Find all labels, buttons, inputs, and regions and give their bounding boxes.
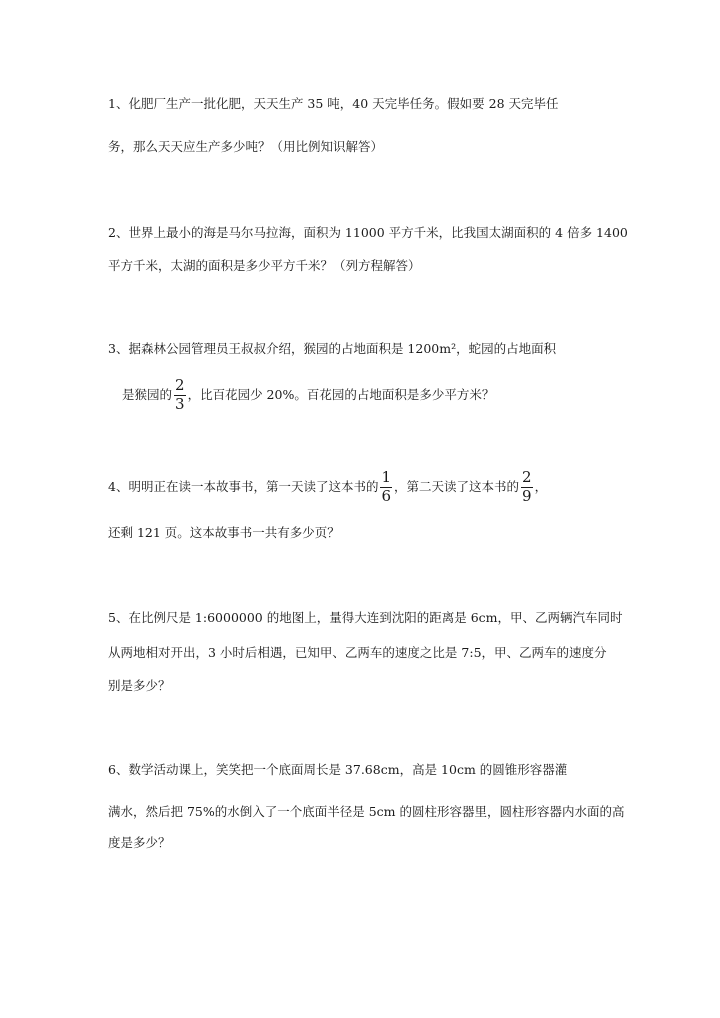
fraction-one-sixth: [380, 470, 392, 505]
problem-6-line-3: 度是多少？: [108, 835, 171, 850]
fraction-denominator: 9: [522, 486, 532, 505]
problem-4-line-1: [108, 470, 547, 505]
problem-4-text-before-fraction-1: 4、明明正在读一本故事书，第一天读了这本书的: [108, 478, 379, 494]
fraction-two-ninths: [521, 470, 533, 505]
problem-3-text-before-fraction: 是猴园的: [122, 386, 173, 402]
fraction-numerator: 2: [522, 468, 532, 486]
fraction-two-thirds: [174, 378, 186, 413]
problem-6-line-1: 6、数学活动课上，笑笑把一个底面周长是 37.68cm，高是 10cm 的圆锥形容器灌: [108, 762, 568, 777]
problem-5-line-2: 从两地相对开出，3 小时后相遇，已知甲、乙两车的速度之比是 7:5，甲、乙两车的速度分: [108, 645, 607, 660]
problem-5-line-1: 5、在比例尺是 1:6000000 的地图上，量得大连到沈阳的距离是 6cm，甲、乙两辆汽车同时: [108, 610, 623, 625]
problem-4-text-after-fraction-2: ，: [534, 478, 548, 494]
problem-4-text-between-fractions: ，第二天读了这本书的: [394, 478, 520, 494]
problem-3-line-1: 3、据森林公园管理员王叔叔介绍，猴园的占地面积是 1200m²，蛇园的占地面积: [108, 341, 557, 356]
fraction-numerator: 1: [381, 468, 392, 486]
problem-1-line-2: 务，那么天天应生产多少吨？（用比例知识解答）: [108, 139, 384, 154]
fraction-denominator: 6: [381, 486, 392, 505]
fraction-denominator: 3: [175, 394, 185, 413]
problem-2-line-2: 平方千米，太湖的面积是多少平方千米？（列方程解答）: [108, 258, 421, 273]
problem-3-text-after-fraction: ，比百花园少 20%。百花园的占地面积是多少平方米？: [187, 386, 495, 402]
problem-4-line-2: 还剩 121 页。这本故事书一共有多少页？: [108, 525, 340, 540]
problem-1-line-1: 1、化肥厂生产一批化肥，天天生产 35 吨，40 天完毕任务。假如要 28 天完毕任: [108, 96, 559, 111]
problem-5-line-3: 别是多少？: [108, 678, 171, 693]
fraction-numerator: 2: [175, 376, 185, 394]
problem-3-line-2: [122, 378, 494, 413]
problem-2-line-1: 2、世界上最小的海是马尔马拉海，面积为 11000 平方千米，比我国太湖面积的 4 倍多 1400: [108, 225, 628, 240]
problem-6-line-2: 满水，然后把 75%的水倒入了一个底面半径是 5cm 的圆柱形容器里，圆柱形容器内水面的高: [108, 804, 625, 819]
